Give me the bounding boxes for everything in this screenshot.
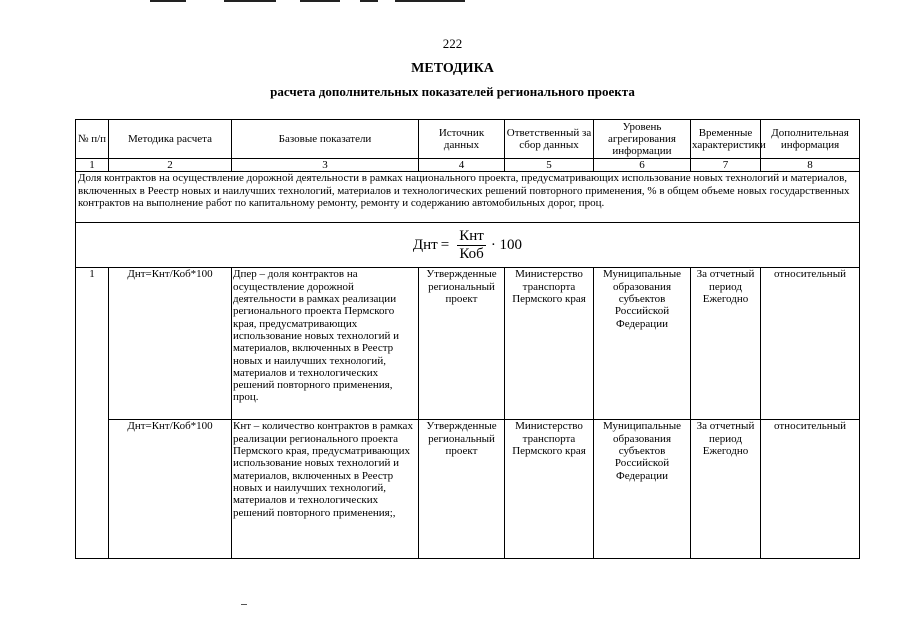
header-cell: Уровень агрегирования информации (594, 120, 691, 159)
header-cell: Методика расчета (109, 120, 232, 159)
column-number: 4 (419, 159, 505, 172)
method-cell: Днт=Кнт/Коб*100 (109, 268, 232, 420)
timing-cell: За отчетный период Ежегодно (691, 420, 761, 559)
aggregation-level-cell: Муниципальные образования субъектов Российской Федерации (594, 420, 691, 559)
timing-cell: За отчетный период Ежегодно (691, 268, 761, 420)
formula-lhs: Днт (412, 236, 438, 253)
scan-mark (241, 604, 247, 605)
column-number: 8 (761, 159, 860, 172)
formula-denominator: Коб (459, 245, 484, 262)
data-source-cell: Утвержденные региональный проект (419, 420, 505, 559)
indicator-description-row (76, 172, 860, 223)
column-number: 1 (76, 159, 109, 172)
document-title: МЕТОДИКА (411, 61, 494, 76)
header-cell: Ответственный за сбор данных (505, 120, 594, 159)
aggregation-level-cell: Муниципальные образования субъектов Российской Федерации (594, 268, 691, 420)
column-number: 2 (109, 159, 232, 172)
column-number-row (76, 159, 860, 172)
column-number: 7 (691, 159, 761, 172)
header-cell: Базовые показатели (232, 120, 419, 159)
formula-multiplier: · 100 (490, 236, 523, 253)
indicator-description: Доля контрактов на осуществление дорожной деятельности в рамках национального проекта, предусматривающих использование новых технологий и материалов, включенных в Реестр новых и наилучших технологий, материалов и технологических решений повторного применения, % в общем объеме новых государственных контрактов на выполнение работ по капитальному ремонту, ремонту и содержанию автомобильных дорог, проц. (76, 172, 860, 223)
formula-numerator: Кнт (459, 228, 484, 245)
responsible-cell: Министерство транспорта Пермского края (505, 420, 594, 559)
extra-info-cell: относительный (761, 420, 860, 559)
table-row (76, 420, 860, 559)
header-row (76, 120, 860, 159)
extra-info-cell: относительный (761, 268, 860, 420)
data-source-cell: Утвержденные региональный проект (419, 268, 505, 420)
column-number: 5 (505, 159, 594, 172)
formula (413, 228, 522, 262)
page-number: 222 (442, 36, 463, 51)
base-indicators-cell: Дпер – доля контрактов на осуществление дорожной деятельности в рамках реализации регионального проекта Пермского края, предусматривающих использование новых технологий и материалов, включенных в Реестр новых и наилучших технологий, материалов и технологических решений повторного применения, проц. (232, 268, 419, 420)
column-number: 3 (232, 159, 419, 172)
responsible-cell: Министерство транспорта Пермского края (505, 268, 594, 420)
method-cell: Днт=Кнт/Коб*100 (109, 420, 232, 559)
row-number (76, 420, 109, 559)
formula-fraction (457, 228, 486, 262)
formula-cell (76, 223, 860, 268)
formula-row (76, 223, 860, 268)
column-number: 6 (594, 159, 691, 172)
base-indicators-cell: Кнт – количество контрактов в рамках реализации регионального проекта Пермского края, предусматривающих использование новых технологий и материалов, включенных в Реестр новых и наилучших технологий, материалов и технологических решений повторного применения;, (232, 420, 419, 559)
header-cell: Временные характеристики (691, 120, 761, 159)
methodology-table (75, 119, 860, 559)
header-cell: № п/п (76, 120, 109, 159)
top-scan-marks (150, 0, 710, 4)
header-cell: Дополнительная информация (761, 120, 860, 159)
table-row (76, 268, 860, 420)
formula-equals: = (440, 236, 450, 253)
document-subtitle: расчета дополнительных показателей регионального проекта (270, 84, 635, 99)
row-number: 1 (76, 268, 109, 420)
header-cell: Источник данных (419, 120, 505, 159)
